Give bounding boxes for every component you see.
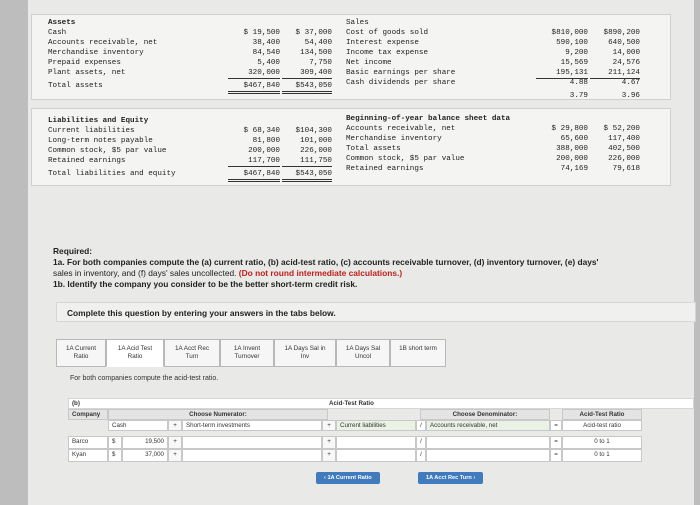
tab-current-ratio[interactable]: 1A Current Ratio (56, 339, 106, 367)
row-label: Retained earnings (48, 157, 126, 165)
barco-value: 74,169 (560, 165, 588, 173)
kyan-cash-input[interactable]: 37,000 (122, 449, 168, 462)
beg-row (346, 134, 666, 144)
kyan-value: 101,000 (300, 137, 332, 145)
equals-sign: = (550, 436, 562, 449)
kyan-value: 24,576 (612, 59, 640, 67)
assets-row (48, 68, 368, 78)
kyan-investments-input[interactable] (182, 449, 322, 462)
row-label: Interest expense (346, 39, 419, 47)
denominator-cell[interactable]: Accounts receivable, net (426, 420, 550, 431)
tab-invent-turnover[interactable]: 1A Invent Turnover (220, 339, 274, 367)
kyan-value: 4.67 (621, 79, 640, 87)
kyan-value: $104,300 (295, 127, 332, 135)
plus-sign: + (168, 436, 182, 449)
beg-row (346, 154, 666, 164)
row-label: Merchandise inventory (48, 49, 144, 57)
kyan-value: 309,400 (282, 68, 332, 79)
barco-value: $467,840 (228, 169, 280, 182)
kyan-value: 117,400 (608, 135, 640, 143)
result-header: Acid-Test Ratio (562, 409, 642, 420)
divide-sign: / (416, 436, 426, 449)
row-label: Current liabilities (48, 127, 135, 135)
row-label: Sales (346, 19, 369, 27)
barco-value: 3.79 (569, 92, 588, 100)
required-section (53, 246, 673, 290)
equals-sign: = (550, 420, 562, 431)
barco-denominator-input[interactable] (426, 436, 550, 449)
beginning-title: Beginning-of-year balance sheet data (346, 115, 511, 123)
kyan-value: 54,400 (304, 39, 332, 47)
barco-cash-input[interactable]: 19,500 (122, 436, 168, 449)
row-label: Prepaid expenses (48, 59, 121, 67)
row-label: Total assets (48, 82, 103, 90)
plus-sign: + (322, 449, 336, 462)
plus-sign: + (168, 449, 182, 462)
barco-value: 590,100 (556, 39, 588, 47)
numerator-investments-cell[interactable]: Short-term investments (182, 420, 322, 431)
kyan-value: 3.96 (621, 92, 640, 100)
company-barco: Barco (68, 436, 108, 449)
acid-test-grid (68, 398, 694, 480)
income-row (346, 38, 666, 48)
income-row (346, 78, 666, 88)
question-banner: Complete this question by entering your answers in the tabs below. (56, 302, 696, 322)
barco-value: 117,700 (228, 156, 280, 167)
row-label: Income tax expense (346, 49, 429, 57)
row-label: Basic earnings per share (346, 69, 456, 77)
barco-value: 15,569 (560, 59, 588, 67)
kyan-value: 79,618 (612, 165, 640, 173)
row-label: Plant assets, net (48, 69, 126, 77)
required-title: Required: (53, 246, 93, 256)
required-line-1a: 1a. For both companies compute the (a) current ratio, (b) acid-test ratio, (c) accounts receivable turnover, (d) inventory turnover, (e) days' (53, 257, 599, 267)
kyan-value: 640,500 (608, 39, 640, 47)
required-line-1a-cont: sales in inventory, and (f) days' sales uncollected. (Do not round intermediate calculations.) (53, 268, 403, 278)
liabilities-title: Liabilities and Equity (48, 117, 149, 125)
grid-title: Acid-Test Ratio (329, 400, 374, 407)
row-label: Total liabilities and equity (48, 170, 176, 178)
row-label: Retained earnings (346, 165, 424, 173)
plus-sign: + (168, 420, 182, 431)
row-label: Accounts receivable, net (48, 39, 158, 47)
tab-acid-test-ratio[interactable]: 1A Acid Test Ratio (106, 339, 164, 367)
plus-sign: + (322, 436, 336, 449)
prev-tab-button[interactable] (316, 472, 380, 484)
denominator-header: Choose Denominator: (420, 409, 550, 420)
next-tab-button[interactable] (418, 472, 483, 484)
barco-numerator-input[interactable] (336, 436, 416, 449)
barco-value: 38,400 (252, 39, 280, 47)
income-row (346, 91, 666, 101)
barco-value: 81,800 (252, 137, 280, 145)
kyan-value: 134,500 (300, 49, 332, 57)
kyan-value: 211,124 (590, 68, 640, 79)
part-label: (b) (72, 400, 80, 407)
barco-value: 195,131 (536, 68, 588, 79)
numerator-current-liabilities-cell[interactable]: Current liabilities (336, 420, 416, 431)
dollar-sign: $ (108, 449, 122, 462)
barco-value: 65,600 (560, 135, 588, 143)
barco-result: 0 to 1 (562, 436, 642, 449)
income-block (346, 18, 666, 101)
next-tab-label: 1A Acct Rec Turn (426, 475, 472, 481)
kyan-result: 0 to 1 (562, 449, 642, 462)
plus-sign: + (322, 420, 336, 431)
kyan-numerator-input[interactable] (336, 449, 416, 462)
kyan-value: $890,200 (603, 29, 640, 37)
liab-row (48, 146, 368, 156)
equals-sign: = (550, 449, 562, 462)
income-row (346, 28, 666, 38)
barco-value: 5,400 (257, 59, 280, 67)
barco-value: 320,000 (228, 68, 280, 79)
barco-value: 84,540 (252, 49, 280, 57)
company-header: Company (68, 409, 108, 420)
barco-value: 200,000 (556, 155, 588, 163)
kyan-value: $543,050 (282, 169, 332, 182)
worksheet-page (28, 0, 694, 505)
beg-row (346, 164, 666, 174)
income-row (346, 48, 666, 58)
tab-short-term[interactable]: 1B short term (390, 339, 446, 367)
barco-value: 9,200 (565, 49, 588, 57)
kyan-value: 226,000 (300, 147, 332, 155)
barco-value: $ 29,800 (551, 125, 588, 133)
kyan-value: 402,500 (608, 145, 640, 153)
income-row (346, 68, 666, 78)
beginning-block (346, 114, 666, 174)
row-label: Total assets (346, 145, 401, 153)
liab-row (48, 156, 368, 166)
barco-value: 388,000 (556, 145, 588, 153)
chevron-left-icon: ‹ (324, 475, 326, 481)
company-kyan: Kyan (68, 449, 108, 462)
tab-instruction: For both companies compute the acid-test ratio. (70, 375, 219, 382)
grid-title-row (68, 398, 694, 409)
rounding-note: (Do not round intermediate calculations.) (238, 268, 403, 278)
assets-title: Assets (48, 19, 76, 27)
assets-block (48, 18, 368, 91)
assets-row (48, 48, 368, 58)
barco-value: $810,000 (551, 29, 588, 37)
row-label: Cash (48, 29, 67, 37)
chevron-right-icon: › (473, 475, 476, 481)
row-label: Merchandise inventory (346, 135, 442, 143)
row-label: Net income (346, 59, 392, 67)
row-label: Common stock, $5 par value (346, 155, 465, 163)
barco-value: $467,840 (228, 81, 280, 94)
divide-sign: / (416, 420, 426, 431)
kyan-value: 226,000 (608, 155, 640, 163)
numerator-header: Choose Numerator: (108, 409, 328, 420)
tab-acct-rec-turn[interactable]: 1A Acct Rec Turn (164, 339, 220, 367)
liabilities-block (48, 116, 368, 179)
liab-row (48, 136, 368, 146)
row-label: Accounts receivable, net (346, 125, 456, 133)
dollar-sign: $ (108, 436, 122, 449)
kyan-value: 14,000 (612, 49, 640, 57)
tab-days-sal-uncol[interactable]: 1A Days Sal Uncol (336, 339, 390, 367)
row-label: Cash dividends per share (346, 79, 456, 87)
assets-row (48, 28, 368, 38)
barco-value: $ 68,340 (243, 127, 280, 135)
income-row (346, 58, 666, 68)
kyan-value: $543,050 (282, 81, 332, 94)
assets-total-row (48, 81, 368, 91)
barco-value: 200,000 (248, 147, 280, 155)
row-label: Common stock, $5 par value (48, 147, 167, 155)
divide-sign: / (416, 449, 426, 462)
kyan-value: 7,750 (309, 59, 332, 67)
numerator-cash-cell[interactable]: Cash (108, 420, 168, 431)
beg-row (346, 124, 666, 134)
income-title (346, 18, 666, 28)
liab-total-row (48, 169, 368, 179)
assets-row (48, 38, 368, 48)
answer-tabs (56, 339, 446, 367)
kyan-value: $ 37,000 (295, 29, 332, 37)
barco-value: $ 19,500 (243, 29, 280, 37)
barco-investments-input[interactable] (182, 436, 322, 449)
barco-value: 4.88 (569, 79, 588, 87)
beg-row (346, 144, 666, 154)
row-label: Cost of goods sold (346, 29, 429, 37)
kyan-value: 111,750 (282, 156, 332, 167)
tab-days-sal-inv[interactable]: 1A Days Sal in Inv (274, 339, 336, 367)
required-line-1b: 1b. Identify the company you consider to be the better short-term credit risk. (53, 279, 358, 289)
prev-tab-label: 1A Current Ratio (327, 475, 372, 481)
kyan-denominator-input[interactable] (426, 449, 550, 462)
assets-row (48, 58, 368, 68)
result-label-cell: Acid-test ratio (562, 420, 642, 431)
liab-row (48, 126, 368, 136)
row-label: Long-term notes payable (48, 137, 153, 145)
kyan-value: $ 52,200 (603, 125, 640, 133)
